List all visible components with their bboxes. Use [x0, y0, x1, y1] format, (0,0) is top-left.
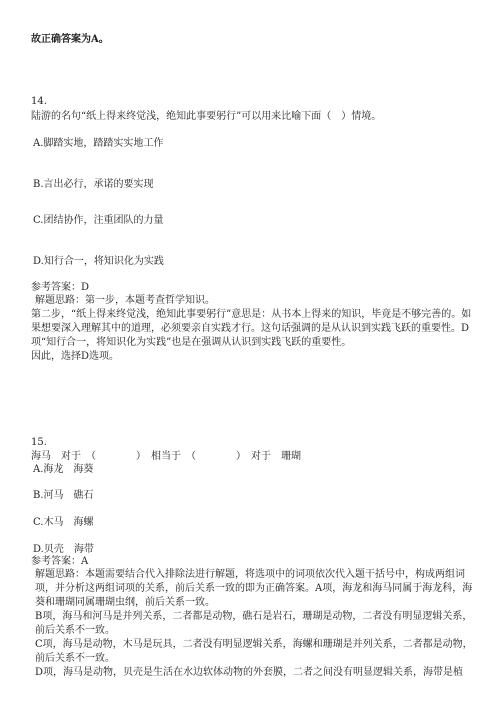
- analysis-paragraph: 第二步，“纸上得来终觉浅，绝知此事要躬行”意思是：从书本上得来的知识，毕竟是不够完善的。如果想要深入理解其中的道理，必须要亲自实践才行。这句话强调的是从认识到实践飞跃的重要性。D项“知行合一，将知识化为实践”也是在强调从认识到实践飞跃的重要性。: [31, 309, 472, 348]
- question-14-option-b: B.言出必行，承诺的要实现: [33, 179, 154, 190]
- question-15-option-d: D.贝壳 海带: [33, 544, 94, 555]
- analysis-paragraph: 因此，选择D选项。: [31, 351, 120, 362]
- analysis-paragraph: 解题思路：本题需要结合代入排除法进行解题，将选项中的词项依次代入题干括号中，构成两组词项，并分析这两组词项的关系，前后关系一致的即为正确答案。A项，海龙和海马同属于海龙科，海葵和珊瑚同属珊瑚虫纲，前后关系一致。: [35, 569, 473, 608]
- question-15-stem: 海马 对于 （ ） 相当于 （ ） 对于 珊瑚: [31, 451, 301, 462]
- previous-answer: 故正确答案为A。: [31, 34, 109, 45]
- question-14-option-d: D.知行合一，将知识化为实践: [33, 256, 164, 267]
- question-14-stem: 陆游的名句“纸上得来终觉浅，绝知此事要躬行”可以用来比喻下面（ ）情境。: [31, 111, 382, 122]
- question-15-analysis: [31, 568, 480, 680]
- analysis-paragraph: D项，海马是动物，贝壳是生活在水边软体动物的外套膜，二者之间没有明显逻辑关系，海带是植: [35, 667, 464, 678]
- question-15-answer: 参考答案：A: [31, 556, 89, 567]
- question-14-answer: 参考答案：D: [31, 282, 90, 293]
- question-14-option-a: A.脚踏实地，踏踏实实地工作: [33, 138, 164, 149]
- analysis-paragraph: 解题思路：第一步，本题考查哲学知识。: [35, 295, 215, 306]
- question-15-option-a: A.海龙 海葵: [33, 464, 94, 475]
- question-15-number: 15.: [31, 437, 47, 448]
- analysis-paragraph: B项，海马和河马是并列关系，二者都是动物，礁石是岩石，珊瑚是动物，二者没有明显逻辑关系，前后关系不一致。: [35, 611, 473, 636]
- question-14-option-c: C.团结协作，注重团队的力量: [33, 215, 164, 226]
- question-14-number: 14.: [31, 96, 47, 107]
- analysis-paragraph: C项，海马是动物，木马是玩具，二者没有明显逻辑关系，海螺和珊瑚是并列关系，二者都是动物，前后关系不一致。: [35, 639, 473, 664]
- question-15-option-b: B.河马 礁石: [33, 490, 94, 501]
- question-14-analysis: [31, 294, 480, 364]
- question-15-option-c: C.木马 海螺: [33, 517, 94, 528]
